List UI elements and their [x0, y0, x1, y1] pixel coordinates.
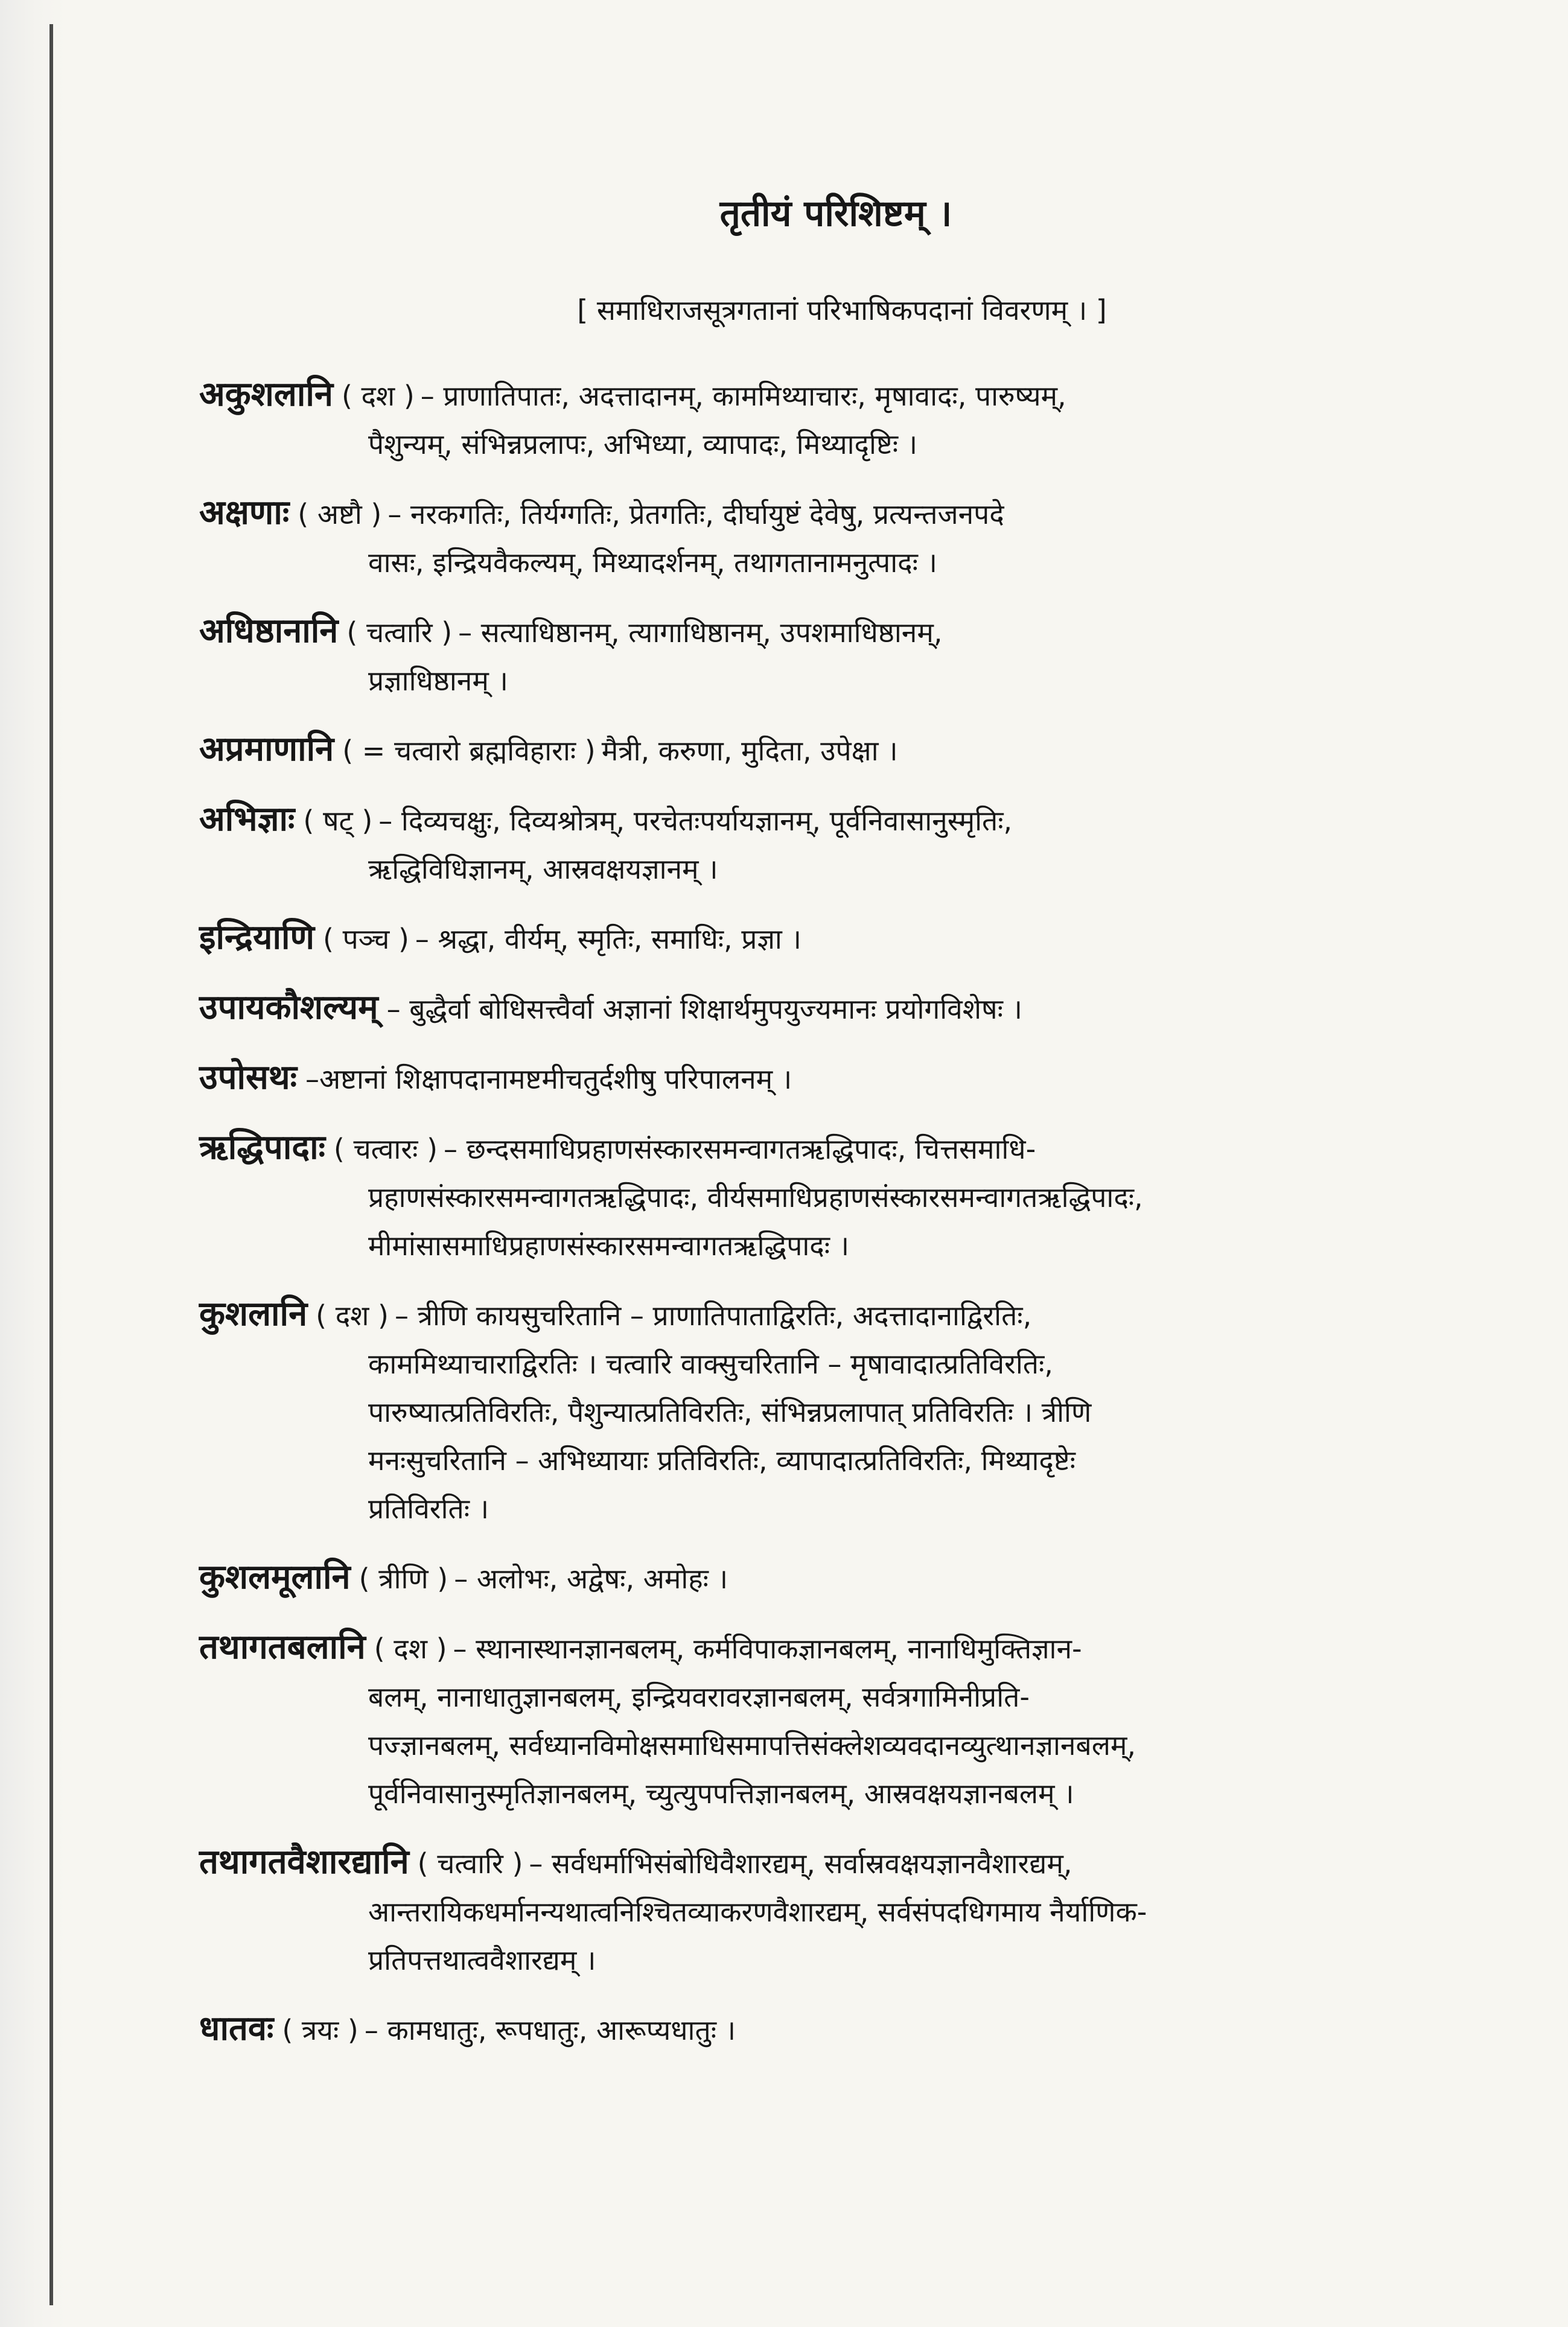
definition-text: –अष्टानां शिक्षापदानामष्टमीचतुर्दशीषु परिपालनम् । [305, 1063, 792, 1095]
entry-continuation-line [199, 1340, 1400, 1388]
definition-text: मीमांसासमाधिप्रहाणसंस्कारसमन्वागतऋद्धिपादः । [368, 1229, 850, 1262]
definition-text: मैत्री, करुणा, मुदिता, उपेक्षा । [601, 734, 898, 767]
entry-continuation-line [199, 1721, 1400, 1769]
entry-first-line [199, 1124, 1400, 1173]
glossary-term: कुशलानि [199, 1294, 308, 1334]
entry-first-line [199, 607, 1400, 657]
definition-text: – त्रीणि कायसुचरितानि – प्राणातिपाताद्विरतिः, अदत्तादानाद्विरतिः, [395, 1299, 1032, 1332]
definition-text: पैशुन्यम्, संभिन्नप्रलापः, अभिध्या, व्यापादः, मिथ्यादृष्टिः । [368, 428, 918, 460]
glossary-term: उपोसथः [199, 1058, 297, 1097]
entry-continuation-line [199, 420, 1400, 468]
glossary-entry [199, 725, 1400, 775]
glossary-term: अप्रमाणानि [199, 730, 334, 769]
term-count: ( षट् ) [303, 804, 373, 837]
entry-first-line [199, 984, 1400, 1033]
term-count: ( दश ) [341, 380, 415, 412]
definition-text: – श्रद्धा, वीर्यम्, स्मृतिः, समाधिः, प्रज्ञा । [415, 923, 802, 955]
entry-continuation-line [199, 1436, 1400, 1485]
term-count: ( दश ) [316, 1299, 389, 1332]
term-count: ( पञ्च ) [323, 923, 409, 955]
definition-text: प्रतिविरतिः । [368, 1492, 489, 1525]
glossary-entry [199, 607, 1400, 705]
entry-first-line [199, 795, 1400, 845]
glossary-entry [199, 914, 1400, 963]
glossary-entry [199, 2005, 1400, 2054]
book-gutter [0, 0, 66, 2327]
entry-continuation-line [199, 845, 1400, 893]
term-count: ( त्रीणि ) [359, 1562, 448, 1595]
entry-first-line [199, 2005, 1400, 2054]
definition-text: – दिव्यचक्षुः, दिव्यश्रोत्रम्, परचेतःपर्यायज्ञानम्, पूर्वनिवासानुस्मृतिः, [378, 804, 1013, 837]
definition-text: – छन्दसमाधिप्रहाणसंस्कारसमन्वागतऋद्धिपादः, चित्तसमाधि- [444, 1133, 1036, 1165]
definition-text: – सर्वधर्माभिसंबोधिवैशारद्यम्, सर्वास्रवक्षयज्ञानवैशारद्यम्, [529, 1847, 1072, 1880]
entry-continuation-line [199, 1173, 1400, 1221]
definition-text: पूर्वनिवासानुस्मृतिज्ञानबलम्, च्युत्युपपत्तिज्ञानबलम्, आस्रवक्षयज्ञानबलम् । [368, 1777, 1074, 1810]
entry-continuation-line [199, 657, 1400, 705]
definition-text: – अलोभः, अद्वेषः, अमोहः । [454, 1562, 728, 1595]
term-count: ( चत्वारि ) [417, 1847, 523, 1880]
glossary-entry [199, 1553, 1400, 1603]
glossary-term: अधिष्ठानानि [199, 611, 339, 651]
definition-text: प्रज्ञाधिष्ठानम् । [368, 664, 508, 697]
definition-text: पारुष्यात्प्रतिविरतिः, पैशुन्यात्प्रतिविरतिः, संभिन्नप्रलापात् प्रतिविरतिः । त्रीणि [368, 1396, 1092, 1428]
glossary-term: अक्षणाः [199, 493, 290, 532]
glossary-entry [199, 1290, 1400, 1533]
definition-text: प्रतिपत्तथात्ववैशारद्यम् । [368, 1944, 596, 1976]
glossary-entry [199, 1054, 1400, 1103]
entry-first-line [199, 1290, 1400, 1340]
page-content [199, 187, 1400, 2075]
glossary-entry [199, 1124, 1400, 1270]
definition-text: – बुद्धैर्वा बोधिसत्त्वैर्वा अज्ञानां शिक्षार्थमुपयुज्यमानः प्रयोगविशेषः । [386, 993, 1022, 1025]
definition-text: पज्ज्ञानबलम्, सर्वध्यानविमोक्षसमाधिसमापत्तिसंक्लेशव्यवदानव्युत्थानज्ञानबलम्, [368, 1729, 1136, 1762]
glossary-entry [199, 1838, 1400, 1984]
entry-first-line [199, 725, 1400, 775]
entry-continuation-line [199, 1673, 1400, 1721]
entry-first-line [199, 914, 1400, 963]
glossary-entry [199, 371, 1400, 468]
entry-continuation-line [199, 538, 1400, 587]
entry-continuation-line [199, 1388, 1400, 1436]
glossary-term: ऋद्धिपादाः [199, 1128, 325, 1167]
term-count: ( अष्टौ ) [298, 498, 382, 530]
definition-text: – सत्याधिष्ठानम्, त्यागाधिष्ठानम्, उपशमाधिष्ठानम्, [458, 616, 943, 649]
glossary-term: तथागतवैशारद्यानि [199, 1842, 409, 1882]
entry-first-line [199, 489, 1400, 538]
definition-text: आन्तरायिकधर्मानन्यथात्वनिश्चितव्याकरणवैशारद्यम्, सर्वसंपदधिगमाय नैर्याणिक- [368, 1896, 1147, 1928]
definition-text: – प्राणातिपातः, अदत्तादानम्, काममिथ्याचारः, मृषावादः, पारुष्यम्, [420, 380, 1066, 412]
page-title: तृतीयं परिशिष्टम् । [719, 193, 952, 235]
glossary-term: अकुशलानि [199, 375, 333, 414]
definition-text: – स्थानास्थानज्ञानबलम्, कर्मविपाकज्ञानबलम्, नानाधिमुक्तिज्ञान- [453, 1632, 1082, 1665]
glossary-term: इन्द्रियाणि [199, 918, 315, 957]
entry-first-line [199, 1838, 1400, 1888]
glossary-term: उपायकौशल्यम् [199, 988, 378, 1027]
definition-text: – कामधातुः, रूपधातुः, आरूप्यधातुः । [364, 2014, 736, 2046]
definition-text: मनःसुचरितानि – अभिध्यायाः प्रतिविरतिः, व्यापादात्प्रतिविरतिः, मिथ्यादृष्टेः [368, 1444, 1076, 1477]
definition-text: – नरकगतिः, तिर्यग्गतिः, प्रेतगतिः, दीर्घायुष्टं देवेषु, प्रत्यन्तजनपदे [387, 498, 1004, 530]
term-count: ( चत्वारः ) [333, 1133, 438, 1165]
entry-first-line [199, 1054, 1400, 1103]
definition-text: ऋद्धिविधिज्ञानम्, आस्रवक्षयज्ञानम् । [368, 853, 718, 885]
definition-text: काममिथ्याचाराद्विरतिः । चत्वारि वाक्सुचरितानि – मृषावादात्प्रतिविरतिः, [368, 1348, 1053, 1380]
entry-continuation-line [199, 1485, 1400, 1533]
term-count: ( चत्वारि ) [346, 616, 453, 649]
entry-first-line [199, 1553, 1400, 1603]
page-edge-line [49, 24, 53, 2305]
definition-text: प्रहाणसंस्कारसमन्वागतऋद्धिपादः, वीर्यसमाधिप्रहाणसंस्कारसमन्वागतऋद्धिपादः, [368, 1181, 1143, 1214]
glossary-entry [199, 1623, 1400, 1818]
term-count: ( दश ) [374, 1632, 447, 1665]
entry-first-line [199, 1623, 1400, 1673]
entry-continuation-line [199, 1221, 1400, 1270]
term-count: ( = चत्वारो ब्रह्मविहाराः ) [342, 734, 596, 767]
glossary-term: कुशलमूलानि [199, 1558, 351, 1597]
glossary-entry [199, 489, 1400, 587]
entry-first-line [199, 371, 1400, 420]
glossary-list [199, 371, 1400, 2054]
definition-text: बलम्, नानाधातुज्ञानबलम्, इन्द्रियवरावरज्ञानबलम्, सर्वत्रगामिनीप्रति- [368, 1681, 1030, 1713]
entry-continuation-line [199, 1769, 1400, 1818]
glossary-entry [199, 984, 1400, 1033]
entry-continuation-line [199, 1936, 1400, 1984]
glossary-term: अभिज्ञाः [199, 800, 295, 839]
page-subtitle: [ समाधिराजसूत्रगतानां परिभाषिकपदानां विवरणम् । ] [577, 294, 1107, 326]
glossary-entry [199, 795, 1400, 893]
term-count: ( त्रयः ) [282, 2014, 359, 2046]
definition-text: वासः, इन्द्रियवैकल्यम्, मिथ्यादर्शनम्, तथागतानामनुत्पादः । [368, 546, 937, 579]
glossary-term: तथागतबलानि [199, 1628, 366, 1667]
entry-continuation-line [199, 1888, 1400, 1936]
glossary-term: धातवः [199, 2009, 274, 2048]
